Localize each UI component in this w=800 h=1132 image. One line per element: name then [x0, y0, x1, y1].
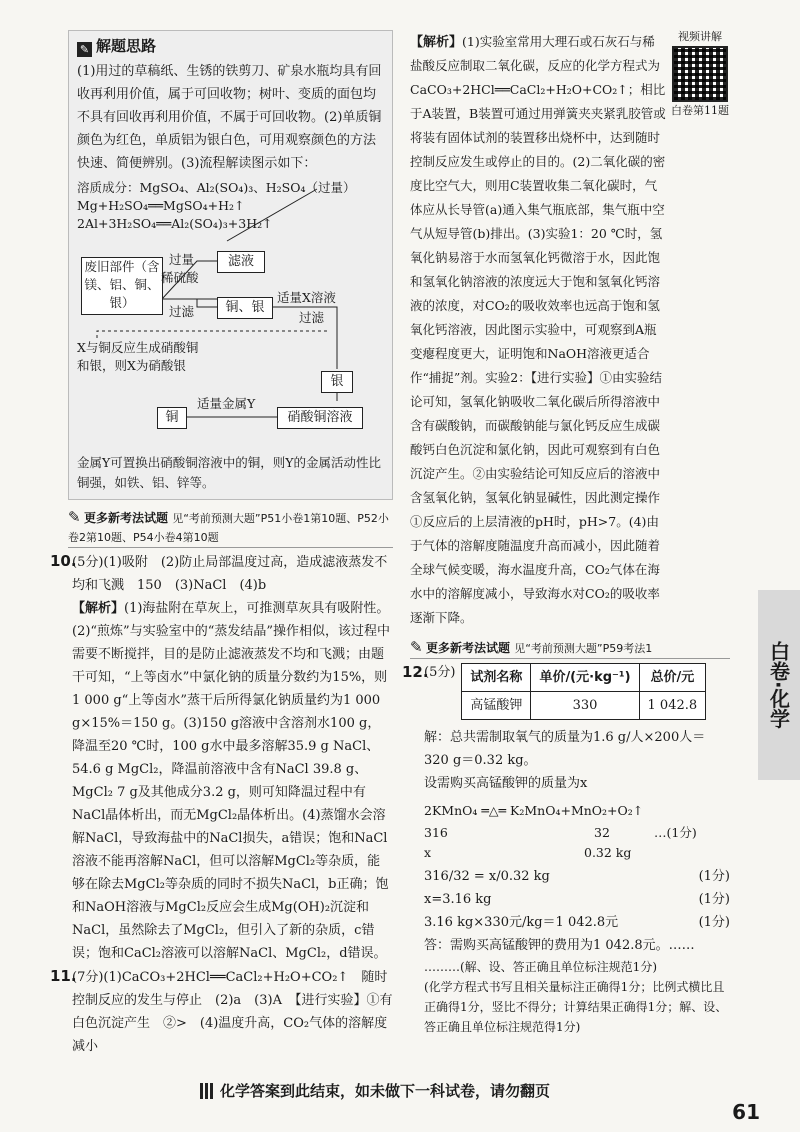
table-cell: 330	[531, 692, 639, 720]
result-1: x=3.16 kg (1分)	[424, 892, 730, 907]
q11-analysis-block	[410, 30, 730, 630]
q10-analysis: (1)海盐附在草灰上，可推测草灰具有吸附性。(2)“煎炼”与实验室中的“蒸发结晶”操作相似，该过程中需要不断搅拌，目的是防止滤液蒸发不均和飞溅；由题干可知，“上等卤水”中氯化钠的质量分数约为15%，则1 000 g“上等卤水”蒸干后所得氯化钠质量约为1 000 g×15%＝150 g。(3)150 g溶液中含溶剂水100 g，降温至20 ℃时，100 g水中最多溶解35.9 g NaCl、54.6 g MgCl₂，降温前溶液中含有NaCl 39.8 g、MgCl₂ 7 g及其他成分3.2 g，则可知降温过程中有NaCl晶体析出，而无MgCl₂晶体析出。(4)蒸馏水会溶解NaCl，导致海盐中的NaCl损失，a错误；饱和NaCl溶液不能再溶解NaCl，但可以溶解MgCl₂等杂质，能够在除去MgCl₂等杂质的同时不损失NaCl，b正确；饱和NaOH溶液与MgCl₂反应会生成Mg(OH)₂沉淀和NaCl，虽然除去了MgCl₂，但引入了新的杂质，c错误；饱和CaCl₂溶液可以溶解NaCl、MgCl₂，d错误。	[72, 601, 390, 961]
sol-1: 解：总共需制取氧气的质量为1.6 g/人×200人＝320 g＝0.32 kg。	[424, 730, 706, 768]
grading-note-1: ………(解、设、答正确且单位标注规范1分)	[424, 960, 657, 974]
result-2: 3.16 kg×330元/kg＝1 042.8元 (1分)	[424, 915, 730, 930]
flow-eq2: 2Al+3H₂SO₄══Al₂(SO₄)₃+3H₂↑	[77, 216, 273, 231]
box-ag: 银	[321, 371, 353, 393]
qr-code-icon	[672, 46, 728, 102]
solution-idea-box	[68, 30, 393, 500]
q12-score: (5分)	[424, 665, 456, 680]
more-questions-2: ✎ 更多新考法试题 见“考前预测大题”P59考法1	[410, 638, 730, 659]
equation-block: 2KMnO₄ ═△═ K₂MnO₄+MnO₂+O₂↑ 316 32 x 0.32 kg …(1分)	[424, 795, 730, 865]
footer-notice: 化学答案到此结束，如未做下一科试卷，请勿翻页	[200, 1080, 550, 1101]
question-12	[402, 661, 730, 1037]
arrow-acid-1: 过量	[169, 252, 195, 267]
box-filtrate: 滤液	[217, 251, 265, 273]
flow-eq1: Mg+H₂SO₄══MgSO₄+H₂↑	[77, 198, 245, 213]
lightbulb-icon: ✎	[77, 42, 92, 57]
equation: 2KMnO₄ ═△═ K₂MnO₄+MnO₂+O₂↑	[424, 803, 644, 818]
arrow-x-1: 适量X溶液	[277, 290, 336, 305]
table-header: 试剂名称	[462, 664, 531, 692]
question-11	[50, 965, 393, 1058]
pen-icon: ✎	[68, 508, 81, 526]
question-number: 10.	[50, 552, 77, 570]
table-cell: 1 042.8	[639, 692, 706, 720]
flow-diagram	[77, 179, 386, 453]
solution-idea-title: ✎ 解题思路	[77, 35, 386, 58]
arrow-y: 适量金属Y	[197, 396, 256, 411]
table-header: 单价/(元·kg⁻¹)	[531, 664, 639, 692]
sol-2: 设需购买高锰酸钾的质量为x	[424, 776, 588, 791]
note-x: X与铜反应生成硝酸铜和银，则X为硝酸银	[77, 340, 199, 373]
answer-line: 答：需购买高锰酸钾的费用为1 042.8元。……	[424, 938, 695, 953]
ratio-line: 316/32 = x/0.32 kg (1分)	[424, 869, 730, 884]
arrow-acid-3: 过滤	[169, 304, 195, 319]
left-column	[50, 30, 393, 1058]
arrow-acid-2: 稀硫酸	[161, 270, 199, 285]
page-number: 61	[732, 1100, 760, 1124]
flow-solute: 溶质成分：MgSO₄、Al₂(SO₄)₃、H₂SO₄（过量）	[77, 180, 356, 195]
box-cu-ag: 铜、银	[217, 297, 273, 319]
box-cu-no3: 硝酸铜溶液	[277, 407, 363, 429]
box-cu: 铜	[157, 407, 187, 429]
arrow-x-2: 过滤	[299, 310, 325, 325]
grading-note-2: (化学方程式书写且相关量标注正确得1分；比例式横比且正确得1分，竖比不得分；计算结果正确得1分；解、设、答正确且单位标注规范得1分)	[424, 980, 728, 1034]
pen-icon: ✎	[410, 638, 423, 656]
box-waste: 废旧部件（含镁、铝、铜、银）	[81, 257, 163, 315]
video-qr[interactable]: 视频讲解 白卷第11题	[671, 30, 729, 117]
q10-answer: (5分)(1)吸附 (2)防止局部温度过高，造成滤液蒸发不均和飞溅 150 (3)NaCl (4)b	[72, 555, 388, 593]
more-questions-1: ✎ 更多新考法试题 见“考前预测大题”P51小卷1第10题、P52小卷2第10题、P54小卷4第10题	[68, 508, 393, 548]
question-number: 12.	[402, 663, 429, 681]
analysis-tag: 【解析】	[72, 601, 125, 616]
q11-answer: (7分)(1)CaCO₃+2HCl══CaCl₂+H₂O+CO₂↑ 随时控制反应的发生与停止 (2)a (3)A 【进行实验】①有白色沉淀产生 ②> (4)温度升高，CO₂气体的溶解度减小	[72, 970, 393, 1054]
solution-idea-text: (1)用过的草稿纸、生锈的铁剪刀、矿泉水瓶均具有回收再利用价值，属于可回收物；树叶、变质的面包均不具有回收再利用价值，不属于可回收物。(2)单质铜颜色为红色，单质铝为银白色，可用观察颜色的方法快速、简便辨别。(3)流程解读图示如下：	[77, 64, 382, 171]
bars-icon	[200, 1083, 214, 1099]
right-column	[402, 30, 730, 1037]
table-cell: 高锰酸钾	[462, 692, 531, 720]
price-table	[461, 663, 706, 720]
subject-side-tab: 白卷·化学	[758, 590, 800, 780]
note-y: 金属Y可置换出硝酸铜溶液中的铜，则Y的金属活动性比铜强，如铁、铝、锌等。	[77, 455, 382, 490]
table-header: 总价/元	[639, 664, 706, 692]
question-number: 11.	[50, 967, 77, 985]
question-10	[50, 550, 393, 965]
q11-analysis: (1)实验室常用大理石或石灰石与稀盐酸反应制取二氧化碳，反应的化学方程式为CaCO₃+2HCl══CaCl₂+H₂O+CO₂↑；相比于A装置，B装置可通过用弹簧夹夹紧乳胶管或将装有固体试剂的装置移出烧杯中，达到随时控制反应发生或停止的目的。(2)二氧化碳的密度比空气大，则用C装置收集二氧化碳时，气体应从长导管(a)通入集气瓶底部，集气瓶中空气从短导管(b)排出。(3)实验1：20 ℃时，氢氧化钠易溶于水而氢氧化钙微溶于水，因此饱和氢氧化钠溶液的浓度远大于饱和氢氧化钙溶液的浓度，对CO₂的吸收效率也远高于饱和氢氧化钙溶液，因此图示实验中，可观察到A瓶变瘪程度更大，证明饱和NaOH溶液更适合作“捕捉”剂。实验2：【进行实验】①由实验结论可知，氢氧化钠吸收二氧化碳后所得溶液中含有碳酸钠，而碳酸钠能与氯化钙反应生成碳酸钙白色沉淀和氯化钠，因此可观察到有白色沉淀产生。②由实验结论可知反应后的溶液中含氢氧化钠，氢氧化钠显碱性，因此测定操作①反应后的上层清液的pH时，pH>7。(4)由于气体的溶解度随温度升高而减小，因此随着全球气候变暖，海水温度升高，CO₂气体在海水中的溶解度减小，导致海水对CO₂的吸收率逐渐下降。	[410, 34, 666, 625]
analysis-tag: 【解析】	[410, 35, 463, 50]
